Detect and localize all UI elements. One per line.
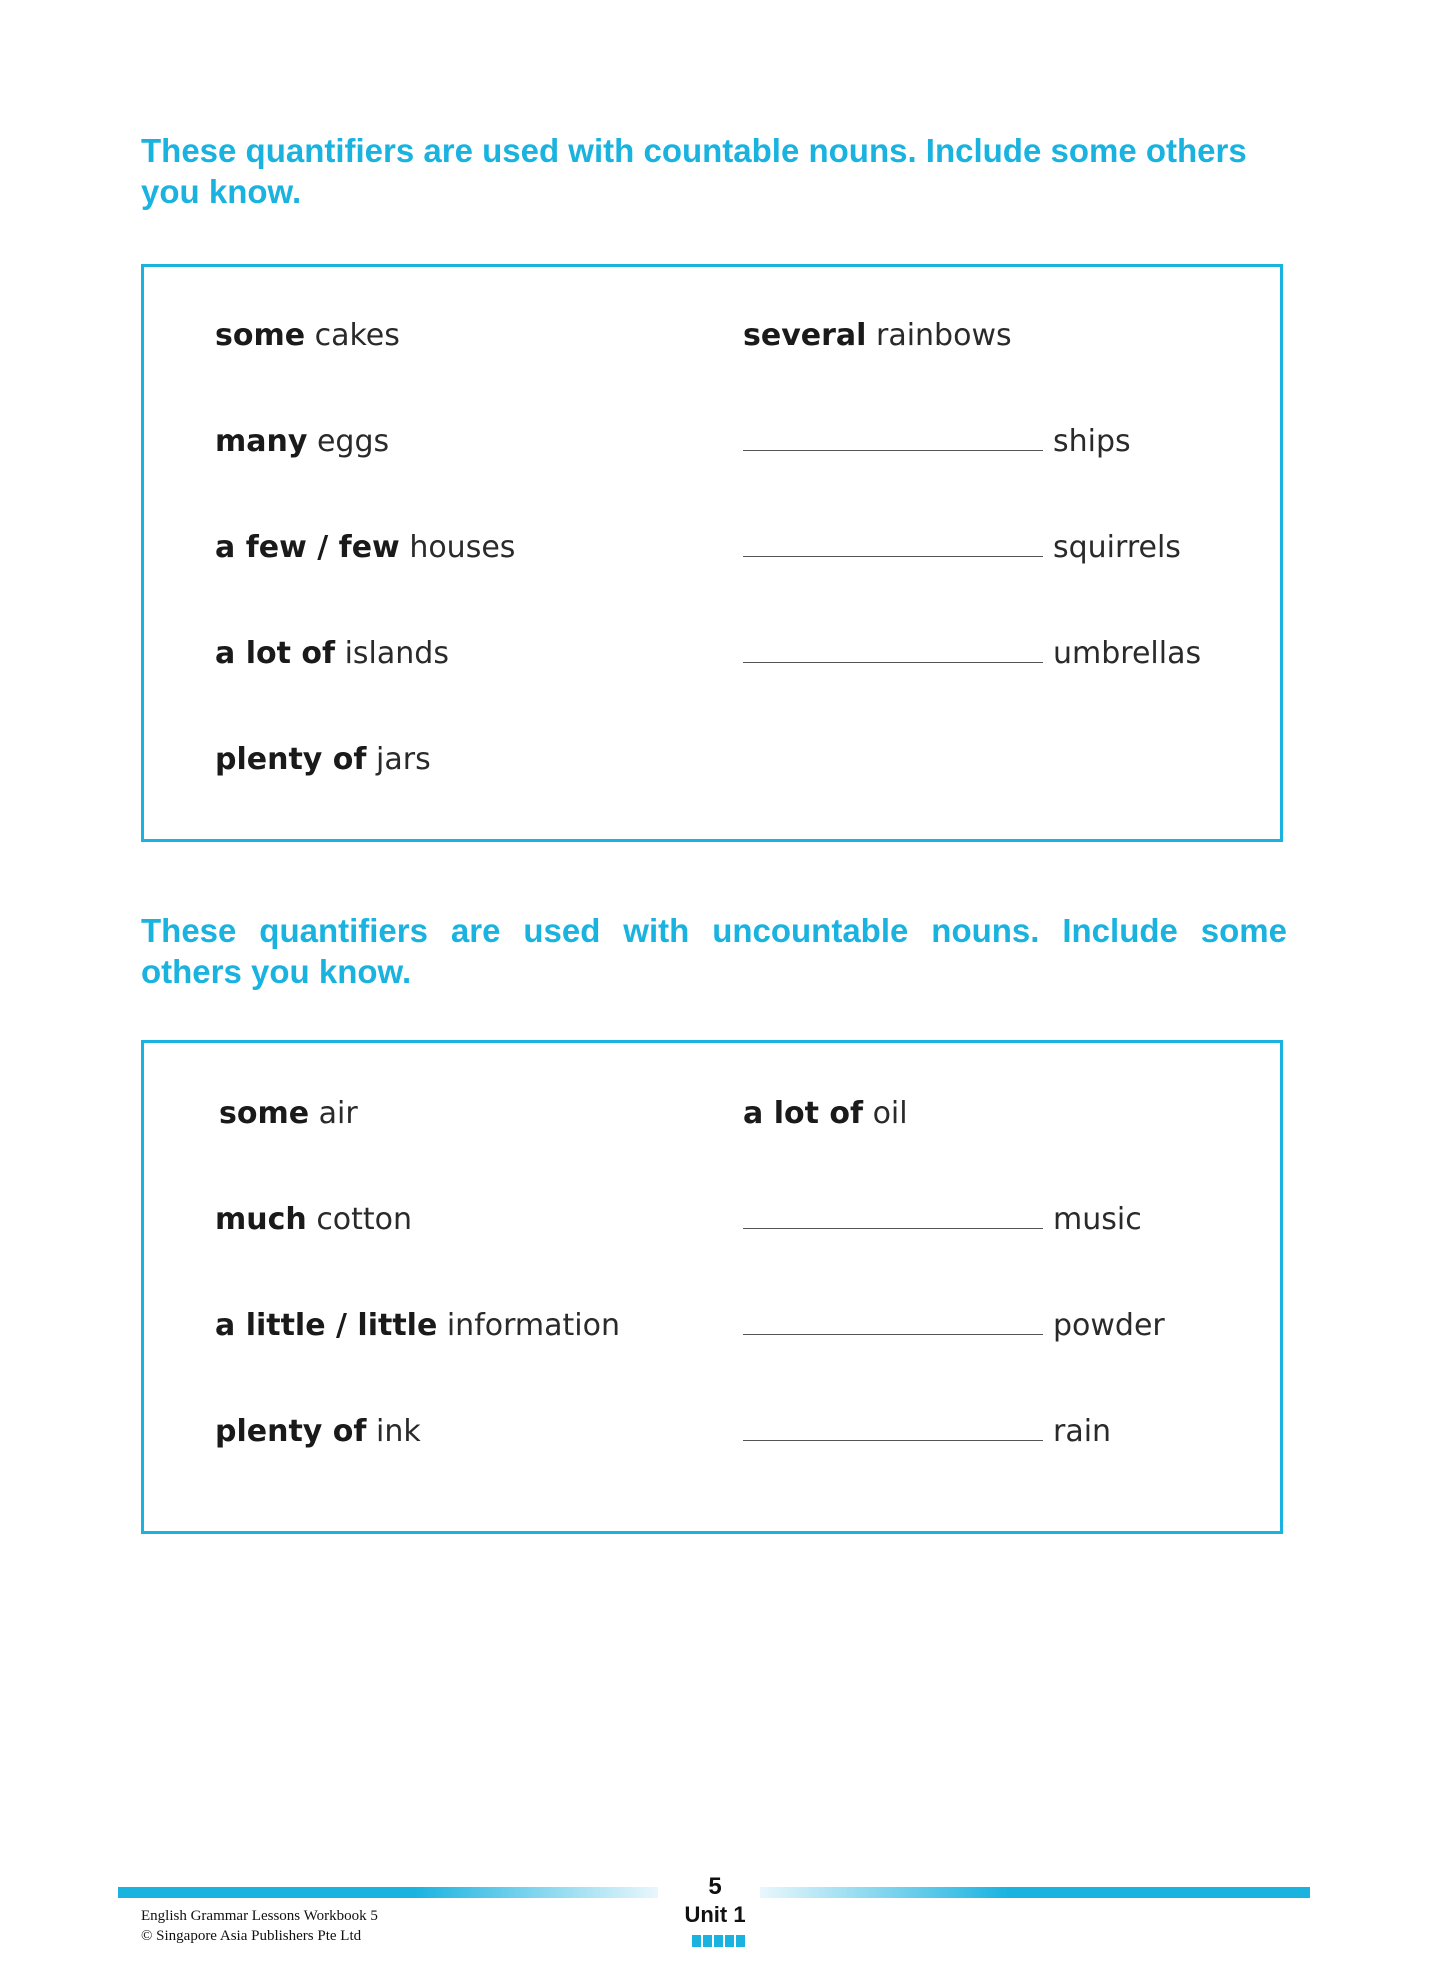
answer-blank[interactable]: [743, 424, 1043, 451]
list-item: many eggs: [215, 424, 390, 459]
answer-blank[interactable]: [743, 1308, 1043, 1335]
book-title: English Grammar Lessons Workbook 5: [141, 1908, 378, 1924]
footer-bar-right: [760, 1887, 1310, 1898]
answer-blank[interactable]: [743, 1202, 1043, 1229]
fill-in-item: squirrels: [743, 530, 1181, 566]
page-number: 5: [708, 1873, 722, 1900]
copyright: © Singapore Asia Publishers Pte Ltd: [141, 1928, 362, 1944]
unit-label: Unit 1: [684, 1902, 746, 1927]
list-item: some cakes: [215, 318, 400, 353]
list-item: a lot of oil: [743, 1096, 908, 1131]
section-heading-uncountable: These quantifiers are used with uncountable nouns. Include some others you know.: [141, 912, 1287, 990]
list-item: a few / few houses: [215, 530, 516, 565]
list-item: several rainbows: [743, 318, 1012, 353]
list-item: plenty of ink: [215, 1414, 421, 1449]
fill-in-item: ships: [743, 424, 1131, 460]
section-heading-countable: These quantifiers are used with countable nouns. Include some others you know.: [141, 132, 1247, 210]
answer-blank[interactable]: [743, 1414, 1043, 1441]
fill-in-item: rain: [743, 1414, 1111, 1450]
fill-in-item: music: [743, 1202, 1142, 1238]
list-item: a little / little information: [215, 1308, 620, 1343]
list-item: some air: [219, 1096, 358, 1131]
unit-progress-squares-icon: [692, 1935, 745, 1947]
list-item: a lot of islands: [215, 636, 449, 671]
answer-blank[interactable]: [743, 636, 1043, 663]
answer-blank[interactable]: [743, 530, 1043, 557]
list-item: plenty of jars: [215, 742, 431, 777]
list-item: much cotton: [215, 1202, 413, 1237]
footer-bar-left: [118, 1887, 658, 1898]
fill-in-item: powder: [743, 1308, 1165, 1344]
fill-in-item: umbrellas: [743, 636, 1201, 672]
